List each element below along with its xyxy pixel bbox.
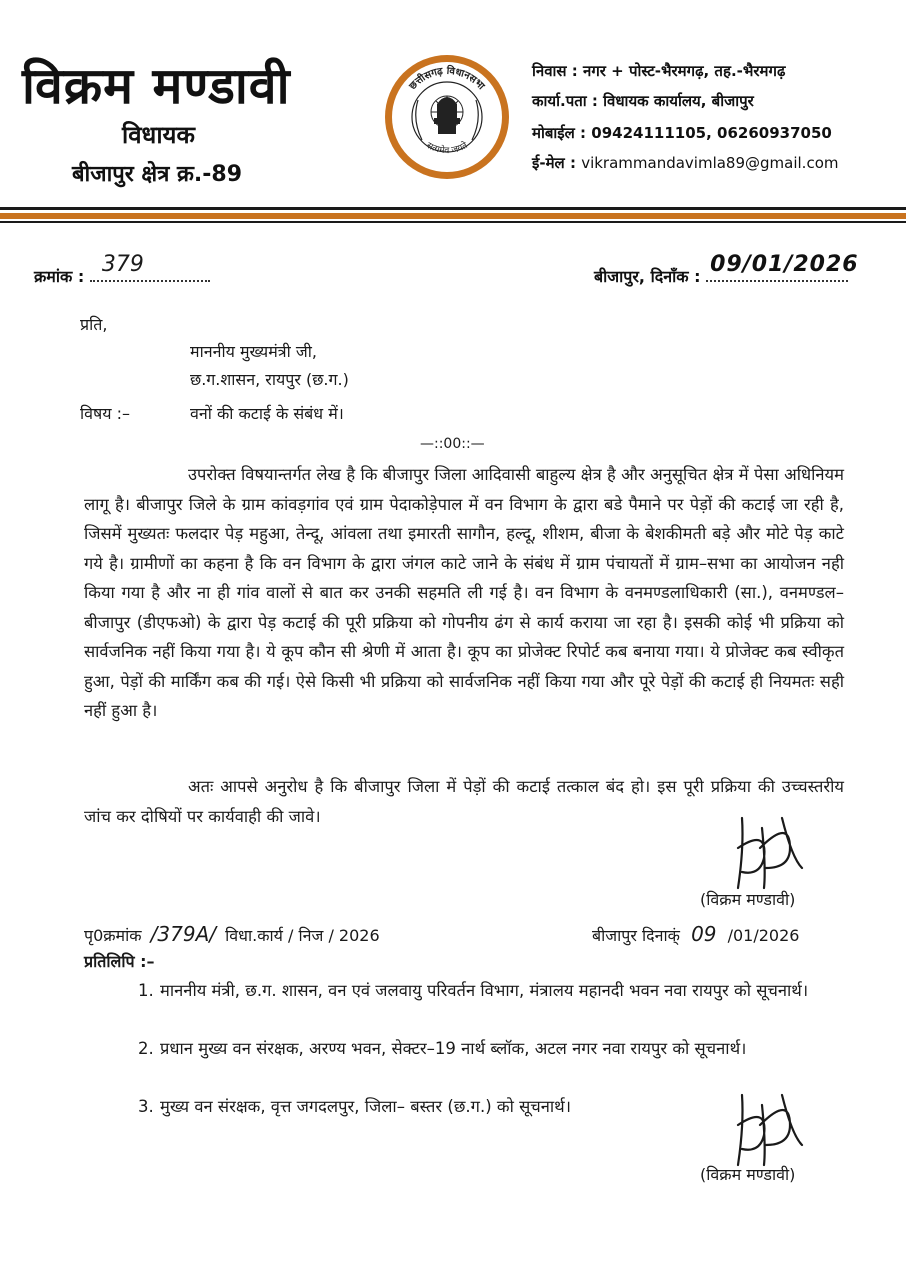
copy-date (592, 922, 799, 946)
reference-value: 379 (101, 252, 144, 277)
signature-icon (722, 1085, 812, 1175)
header-rule-accent (0, 213, 906, 219)
reference-number (34, 252, 210, 287)
addressee-line-2: छ.ग.शासन, रायपुर (छ.ग.) (190, 370, 349, 389)
list-item (138, 1092, 818, 1121)
designation: विधायक (122, 121, 195, 149)
date-value: 09/01/2026 (710, 252, 859, 277)
signatory-name-copy: (विक्रम मण्डावी) (700, 1165, 796, 1184)
email-label: ई-मेल : (532, 154, 576, 172)
copy-reference (84, 922, 380, 946)
copy-ref-label: पृ0क्रमांक (84, 926, 142, 945)
constituency: बीजापुर क्षेत्र क्र.-89 (72, 162, 243, 187)
copy-to-label: प्रतिलिपि :– (84, 952, 155, 971)
signature-icon (722, 808, 812, 898)
list-item-text: माननीय मंत्री, छ.ग. शासन, वन एवं जलवायु परिवर्तन विभाग, मंत्रालय महानदी भवन नवा रायपुर को सूचनार्थ। (160, 981, 809, 1000)
copy-date-handwritten: 09 (691, 922, 717, 946)
mobile-line (532, 123, 832, 143)
mobile-value: 09424111105, 06260937050 (591, 124, 832, 142)
residence-label: निवास : (532, 62, 578, 80)
office-value: विधायक कार्यालय, बीजापुर (603, 92, 754, 110)
svg-text:छत्तीसगढ़ विधानसभा: छत्तीसगढ़ विधानसभा (407, 65, 487, 93)
letter-date (594, 252, 859, 287)
separator: —::00::— (420, 436, 485, 452)
list-item-text: मुख्य वन संरक्षक, वृत्त जगदलपुर, जिला– बस्तर (छ.ग.) को सूचनार्थ। (160, 1097, 571, 1116)
list-item-number: 2. (138, 1039, 154, 1058)
copy-date-rest: /01/2026 (727, 926, 800, 945)
subject-label: विषय :– (80, 404, 131, 423)
copy-date-prefix: बीजापुर दिनाक्ं (592, 926, 680, 945)
body-paragraph-2: अतः आपसे अनुरोध है कि बीजापुर जिला में पेड़ों की कटाई तत्काल बंद हो। इस पूरी प्रक्रिया की उच्चस्तरीय जांच कर दोषियों पर कार्यवाही की जावे। (84, 777, 844, 826)
email-line (532, 153, 838, 173)
residence-value: नगर + पोस्ट-भैरमगढ़, तह.-भैरमगढ़ (583, 62, 786, 80)
copy-ref-rest: विधा.कार्य / निज / 2026 (225, 926, 380, 945)
date-label: बीजापुर, दिनाँक : (594, 267, 701, 286)
addressee-line-1: माननीय मुख्यमंत्री जी, (190, 342, 317, 361)
list-item (138, 976, 818, 1005)
residence-line (532, 61, 785, 81)
reference-label: क्रमांक : (34, 267, 85, 286)
header-rule-bottom (0, 221, 906, 223)
mobile-label: मोबाईल : (532, 124, 587, 142)
office-line (532, 91, 754, 111)
copy-ref-handwritten: /379A/ (150, 922, 216, 946)
header-rule-top (0, 207, 906, 210)
list-item (138, 1034, 818, 1063)
list-item-number: 1. (138, 981, 154, 1000)
svg-text:सत्यमेव जयते: सत्यमेव जयते (424, 140, 470, 157)
body-paragraph-1: उपरोक्त विषयान्तर्गत लेख है कि बीजापुर जिला आदिवासी बाहुल्य क्षेत्र है और अनुसूचित क्षेत्र में पेसा अधिनियम लागू है। बीजापुर जिले के ग्राम कांवड़गांव एवं ग्राम पेदाकोड़ेपाल में वन विभाग के द्वारा बडे पैमाने पर पेड़ों की कटाई जा रही है, जिसमें मुख्यतः फलदार पेड़ महुआ, तेन्दू, आंवला तथा इमारती सागौन, हल्दू, शीशम, बीजा के बेशकीमती बड़े और मोटे पेड़ काटे गये है। ग्रामीणों का कहना है कि वन विभाग के द्वारा जंगल काटे जाने के संबंध में ग्राम पंचायतों में ग्राम–सभा का आयोजन नही किया गया है और ना ही गांव वालों से बात कर उनकी सहमति ली गई है। वन विभाग के वनमण्डलाधिकारी (सा.), वनमण्डल–बीजापुर (डीएफओ) के द्वारा पेड़ कटाई की पूरी प्रक्रिया को गोपनीय ढंग से कार्य कराया जा रहा है। इसकी कोई भी प्रक्रिया को सार्वजनिक नहीं किया गया है। ये कूप कौन सी श्रेणी में आता है। कूप का प्रोजेक्ट रिपोर्ट कब बनाया गया। ये प्रोजेक्ट कब स्वीकृत हुआ, पेड़ों की मार्किंग कब की गई। ऐसे किसी भी प्रक्रिया को सार्वजनिक नहीं किया गया और पूरे पेड़ों की कटाई ही नियमतः सही नहीं हुआ है। (84, 465, 844, 720)
email-value: vikrammandavimla89@gmail.com (581, 154, 839, 172)
list-item-text: प्रधान मुख्य वन संरक्षक, अरण्य भवन, सेक्टर–19 नार्थ ब्लॉक, अटल नगर नवा रायपुर को सूचनार्थ। (160, 1039, 747, 1058)
assembly-seal-icon (382, 52, 512, 182)
subject-text: वनों की कटाई के संबंध में। (190, 404, 344, 423)
list-item-number: 3. (138, 1097, 154, 1116)
signatory-name: (विक्रम मण्डावी) (700, 890, 796, 909)
mla-name: विक्रम मण्डावी (22, 57, 291, 115)
salutation-prati: प्रति, (80, 315, 108, 334)
office-label: कार्या.पता : (532, 92, 598, 110)
